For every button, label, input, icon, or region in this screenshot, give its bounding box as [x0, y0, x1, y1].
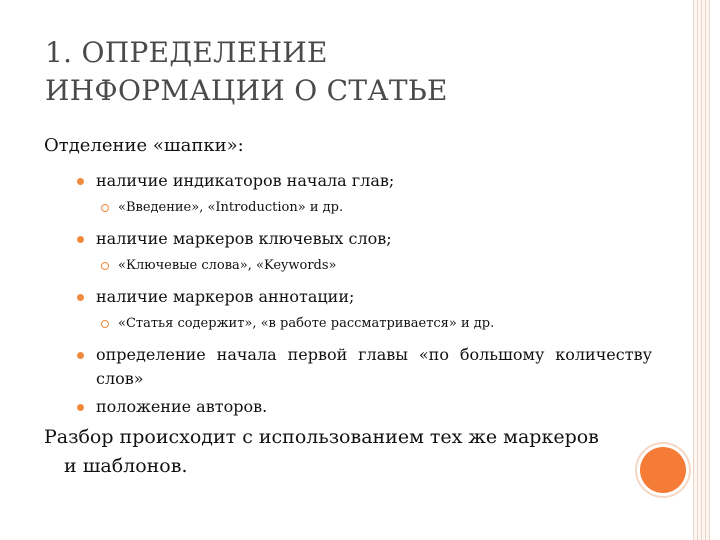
circle-bullet-icon [101, 262, 109, 270]
list-item-text: положение авторов. [96, 397, 268, 416]
lead-text: Отделение «шапки»: [44, 135, 244, 156]
title-line-1: 1. ОПРЕДЕЛЕНИЕ [45, 36, 328, 69]
circle-bullet-icon [101, 204, 109, 212]
sub-list-item-text: «Введение», «Introduction» и др. [118, 200, 344, 215]
slide-title [45, 34, 665, 110]
title-line-2: ИНФОРМАЦИИ О СТАТЬЕ [45, 74, 448, 107]
circle-bullet-icon [101, 320, 109, 328]
list-item [44, 169, 684, 217]
bullet-dot-icon [77, 404, 84, 411]
border-line [693, 0, 694, 540]
bullet-dot-icon [77, 294, 84, 301]
list-item [44, 285, 684, 333]
sub-list [96, 257, 684, 275]
sub-list [96, 315, 684, 333]
border-line [701, 0, 702, 540]
border-line [705, 0, 706, 540]
list-item [44, 343, 684, 391]
sub-list [96, 199, 684, 217]
border-line [709, 0, 710, 540]
list-item-text: наличие маркеров аннотации; [96, 287, 355, 306]
list-item-text: наличие маркеров ключевых слов; [96, 229, 392, 248]
bullet-dot-icon [77, 236, 84, 243]
sub-list-item-text: «Статья содержит», «в работе рассматривается» и др. [118, 316, 495, 331]
sub-list-item-text: «Ключевые слова», «Keywords» [118, 258, 337, 273]
sub-list-item [96, 257, 684, 275]
sub-list-item [96, 315, 684, 333]
list-item [44, 395, 684, 419]
closing-text: Разбор происходит с использованием тех же маркеров и шаблонов. [44, 426, 599, 477]
list-item [44, 227, 684, 275]
bullet-list [44, 169, 684, 419]
list-item-text: определение начала первой главы «по большому количеству слов» [96, 345, 652, 388]
bullet-dot-icon [77, 352, 84, 359]
list-item-text: наличие индикаторов начала глав; [96, 171, 395, 190]
border-line [697, 0, 698, 540]
bullet-dot-icon [77, 178, 84, 185]
slide-body [44, 133, 684, 481]
sub-list-item [96, 199, 684, 217]
